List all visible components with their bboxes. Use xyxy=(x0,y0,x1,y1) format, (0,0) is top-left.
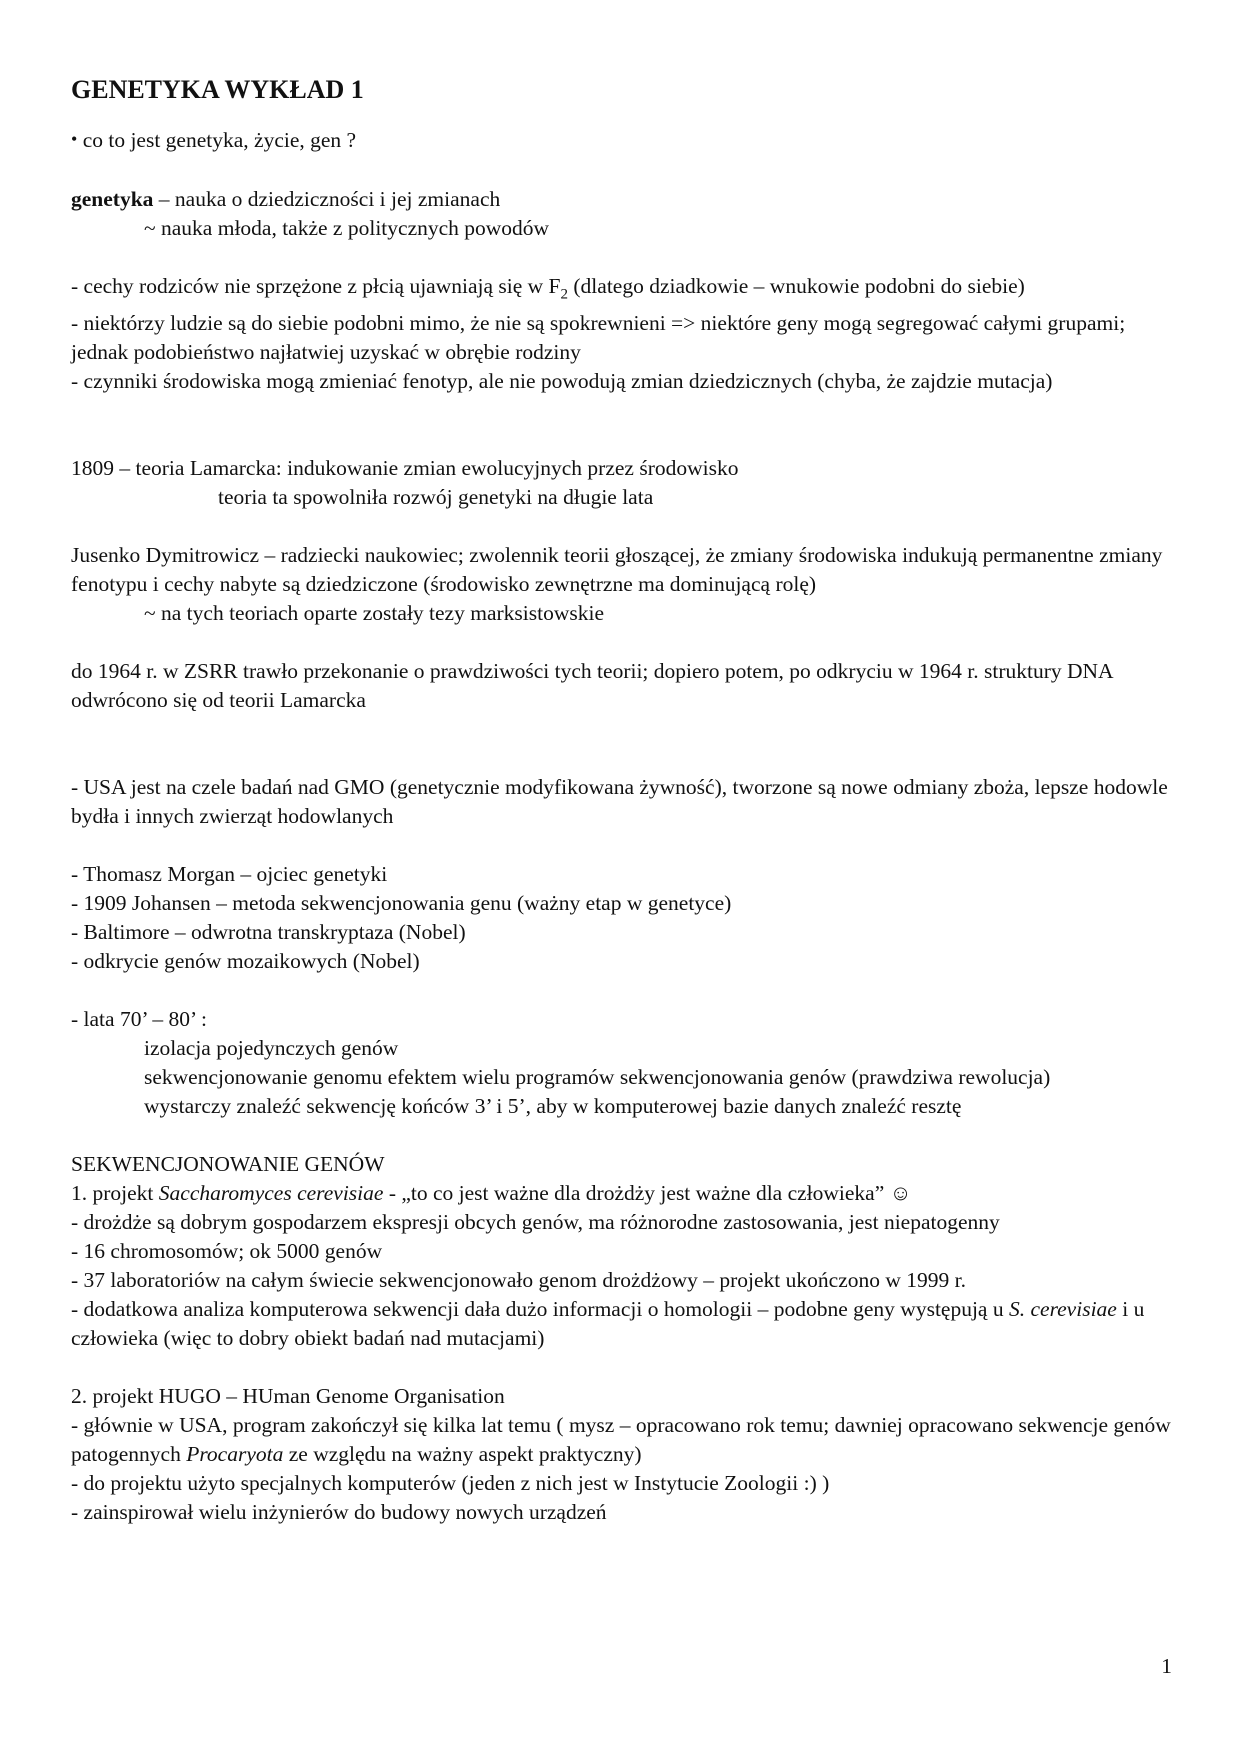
project-2-heading: 2. projekt HUGO – HUman Genome Organisation xyxy=(71,1384,505,1409)
history-item: - 1909 Johansen – metoda sekwencjonowania genu (ważny etap w genetyce) xyxy=(71,891,732,916)
bullet-icon: • xyxy=(71,129,78,149)
lamarck-theory: 1809 – teoria Lamarcka: indukowanie zmian ewolucyjnych przez środowisko xyxy=(71,456,739,481)
species-name: S. cerevisiae xyxy=(1008,1297,1117,1322)
decades-item: wystarczy znaleźć sekwencję końców 3’ i 5’, aby w komputerowej bazie danych znaleźć resztę xyxy=(144,1094,962,1119)
observation-3: - czynniki środowiska mogą zmieniać fenotyp, ale nie powodują zmian dziedzicznych (chyba, że zajdzie mutacja) xyxy=(71,369,1053,394)
jusenko-note: ~ na tych teoriach oparte zostały tezy marksistowskie xyxy=(144,601,604,626)
definition xyxy=(71,185,1181,214)
definition-text: – nauka o dziedziczności i jej zmianach xyxy=(153,187,501,211)
decades-item: sekwencjonowanie genomu efektem wielu programów sekwencjonowania genów (prawdziwa rewolucja) xyxy=(144,1065,1051,1090)
history-item: - Thomasz Morgan – ojciec genetyki xyxy=(71,862,388,887)
project-2-item xyxy=(71,1411,1181,1469)
project-1-quote: - „to co jest ważne dla drożdży jest ważne dla człowieka” ☺ xyxy=(383,1181,912,1206)
section-heading: SEKWENCJONOWANIE GENÓW xyxy=(71,1152,385,1177)
intro-question xyxy=(71,126,1181,156)
observation-1 xyxy=(71,272,1181,309)
definition-term: genetyka xyxy=(71,187,154,211)
history-item: - odkrycie genów mozaikowych (Nobel) xyxy=(71,949,420,974)
project-2-item-text: - głównie w USA, program zakończył się kilka lat temu ( mysz – opracowano rok temu; dawniej opracowano sekwencje genów patogennych xyxy=(71,1413,1171,1467)
project-1-item-text: - dodatkowa analiza komputerowa sekwencji dała dużo informacji o homologii – podobne geny występują u xyxy=(71,1297,1009,1322)
history-item: - Baltimore – odwrotna transkryptaza (Nobel) xyxy=(71,920,466,945)
subscript: 2 xyxy=(560,286,569,303)
usa-paragraph: - USA jest na czele badań nad GMO (genetycznie modyfikowana żywność), tworzone są nowe odmiany zboża, lepsze hodowle bydła i innych zwierząt hodowlanych xyxy=(71,775,1168,829)
species-name: Procaryota xyxy=(186,1442,284,1467)
lamarck-note: teoria ta spowolniła rozwój genetyki na długie lata xyxy=(218,485,654,510)
page-number: 1 xyxy=(1161,1654,1172,1678)
project-1-prefix: 1. projekt xyxy=(71,1181,159,1206)
decades-item: izolacja pojedynczych genów xyxy=(144,1036,399,1061)
decades-heading: - lata 70’ – 80’ : xyxy=(71,1007,207,1032)
project-2-item: - do projektu użyto specjalnych komputerów (jeden z nich jest w Instytucie Zoologii :) ) xyxy=(71,1471,830,1496)
observation-2: - niektórzy ludzie są do siebie podobni mimo, że nie są spokrewnieni => niektóre geny mogą segregować całymi grupami; jednak podobieństwo najłatwiej uzyskać w obrębie rodziny xyxy=(71,311,1126,365)
observation-1-text-cont: (dlatego dziadkowie – wnukowie podobni do siebie) xyxy=(568,274,1025,298)
page-title: GENETYKA WYKŁAD 1 xyxy=(71,75,364,104)
jusenko-paragraph: Jusenko Dymitrowicz – radziecki naukowiec; zwolennik teorii głoszącej, że zmiany środowiska indukują permanentne zmiany fenotypu i cechy nabyte są dziedziczone (środowisko zewnętrzne ma dominującą rolę) xyxy=(71,543,1163,597)
project-1-item: - 37 laboratoriów na całym świecie sekwencjonowało genom drożdżowy – projekt ukończono w 1999 r. xyxy=(71,1268,966,1293)
observation-1-text: - cechy rodziców nie sprzężone z płcią ujawniają się w F xyxy=(71,274,561,298)
zsrr-paragraph: do 1964 r. w ZSRR trawło przekonanie o prawdziwości tych teorii; dopiero potem, po odkryciu w 1964 r. struktury DNA odwrócono się od teorii Lamarcka xyxy=(71,659,1113,713)
project-1-item: - 16 chromosomów; ok 5000 genów xyxy=(71,1239,383,1264)
intro-text: co to jest genetyka, życie, gen ? xyxy=(82,128,357,152)
project-1-heading xyxy=(71,1179,1181,1208)
definition-note: ~ nauka młoda, także z politycznych powodów xyxy=(144,216,550,240)
species-name: Saccharomyces cerevisiae xyxy=(158,1181,384,1206)
project-1-item-text-cont: i u człowieka (więc to dobry obiekt badań nad mutacjami) xyxy=(71,1297,1145,1351)
project-2-item: - zainspirował wielu inżynierów do budowy nowych urządzeń xyxy=(71,1500,607,1525)
project-2-item-text-cont: ze względu na ważny aspekt praktyczny) xyxy=(283,1442,642,1467)
document-body xyxy=(71,72,1181,1527)
project-1-item xyxy=(71,1295,1181,1353)
project-1-item: - drożdże są dobrym gospodarzem ekspresji obcych genów, ma różnorodne zastosowania, jest niepatogenny xyxy=(71,1210,1000,1235)
